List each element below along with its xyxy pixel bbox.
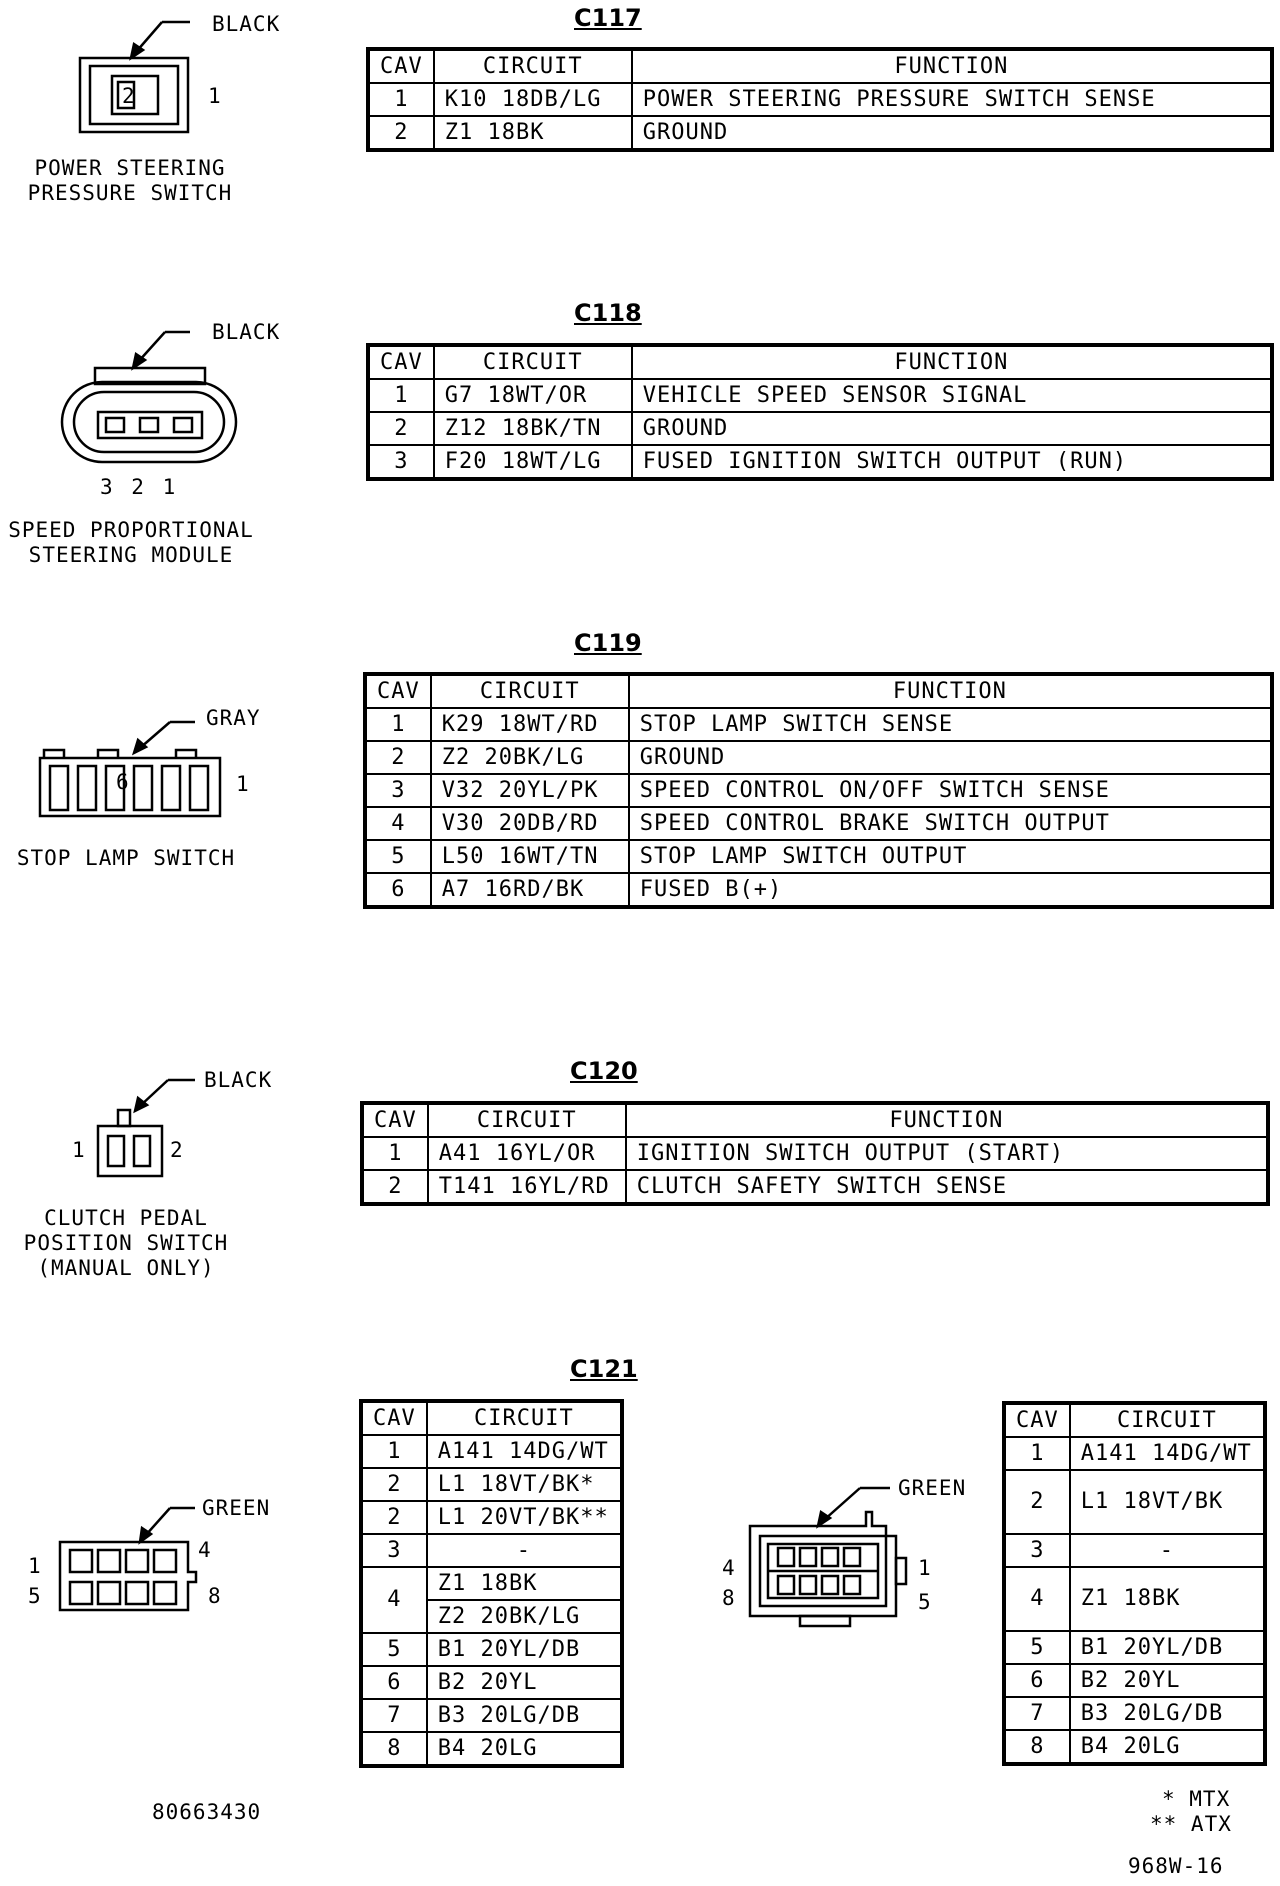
- circuit-cell: K10 18DB/LG: [434, 83, 632, 116]
- cav-cell: 2: [1004, 1470, 1070, 1534]
- table-row: [361, 1534, 622, 1567]
- cav-cell: 4: [1004, 1567, 1070, 1631]
- header-function: FUNCTION: [626, 1103, 1268, 1137]
- table-row: [361, 1633, 622, 1666]
- header-circuit: CIRCUIT: [427, 1401, 622, 1435]
- table-row: [365, 741, 1272, 774]
- circuit-cell: A41 16YL/OR: [428, 1137, 626, 1170]
- cav-cell: 7: [1004, 1697, 1070, 1730]
- circuit-cell: A7 16RD/BK: [431, 873, 629, 907]
- c117-pin-2: 2: [122, 84, 136, 108]
- table-row: [361, 1468, 622, 1501]
- cav-cell: 6: [361, 1666, 427, 1699]
- cav-cell: 7: [361, 1699, 427, 1732]
- c117-header-row: [368, 49, 1272, 83]
- function-cell: CLUTCH SAFETY SWITCH SENSE: [626, 1170, 1268, 1204]
- function-cell: POWER STEERING PRESSURE SWITCH SENSE: [632, 83, 1272, 116]
- cav-cell: 2: [368, 412, 434, 445]
- c120-title: C120: [570, 1057, 638, 1085]
- c121-left-header-row: [361, 1401, 622, 1435]
- c120-component-name-line3: (MANUAL ONLY): [37, 1256, 215, 1280]
- header-cav: CAV: [361, 1401, 427, 1435]
- cav-cell: 1: [368, 379, 434, 412]
- table-row: [368, 379, 1272, 412]
- circuit-cell: G7 18WT/OR: [434, 379, 632, 412]
- cav-cell: 5: [361, 1633, 427, 1666]
- c118-color-label: BLACK: [212, 320, 281, 344]
- circuit-cell: B2 20YL: [1070, 1664, 1265, 1697]
- c120-header-row: [362, 1103, 1268, 1137]
- c119-pin-1: 1: [236, 772, 250, 796]
- c121-right-pin-1: 1: [918, 1556, 932, 1580]
- circuit-cell: L50 16WT/TN: [431, 840, 629, 873]
- c117-pin-1: 1: [208, 84, 222, 108]
- circuit-cell: B4 20LG: [427, 1732, 622, 1766]
- note-atx: ** ATX: [1150, 1812, 1232, 1836]
- cav-cell: 1: [361, 1435, 427, 1468]
- part-number: 80663430: [152, 1800, 262, 1824]
- c121-right-table: [1002, 1401, 1267, 1766]
- header-function: FUNCTION: [632, 345, 1272, 379]
- circuit-cell: B3 20LG/DB: [427, 1699, 622, 1732]
- c119-header-row: [365, 674, 1272, 708]
- function-cell: FUSED IGNITION SWITCH OUTPUT (RUN): [632, 445, 1272, 479]
- table-row: [368, 83, 1272, 116]
- function-cell: GROUND: [629, 741, 1272, 774]
- table-row: [361, 1435, 622, 1468]
- header-circuit: CIRCUIT: [428, 1103, 626, 1137]
- cav-cell: 5: [1004, 1631, 1070, 1664]
- header-circuit: CIRCUIT: [434, 345, 632, 379]
- circuit-cell: B2 20YL: [427, 1666, 622, 1699]
- c121-left-table: [359, 1399, 624, 1768]
- table-row: [1004, 1534, 1265, 1567]
- table-row: [1004, 1437, 1265, 1470]
- cav-cell: 3: [368, 445, 434, 479]
- circuit-cell: V32 20YL/PK: [431, 774, 629, 807]
- header-circuit: CIRCUIT: [1070, 1403, 1265, 1437]
- circuit-cell: L1 20VT/BK**: [427, 1501, 622, 1534]
- c118-table: [366, 343, 1274, 481]
- header-cav: CAV: [1004, 1403, 1070, 1437]
- c117-table: [366, 47, 1274, 152]
- table-row: [365, 708, 1272, 741]
- c117-component-name-line2: PRESSURE SWITCH: [27, 181, 233, 205]
- table-row: [365, 807, 1272, 840]
- function-cell: FUSED B(+): [629, 873, 1272, 907]
- c117-title: C117: [574, 4, 642, 32]
- circuit-cell: T141 16YL/RD: [428, 1170, 626, 1204]
- table-row: [1004, 1567, 1265, 1631]
- c117-color-label: BLACK: [212, 12, 281, 36]
- cav-cell: 1: [362, 1137, 428, 1170]
- c120-table: [360, 1101, 1270, 1206]
- circuit-cell: V30 20DB/RD: [431, 807, 629, 840]
- table-row: [365, 774, 1272, 807]
- function-cell: STOP LAMP SWITCH SENSE: [629, 708, 1272, 741]
- table-row: [368, 445, 1272, 479]
- function-cell: STOP LAMP SWITCH OUTPUT: [629, 840, 1272, 873]
- function-cell: GROUND: [632, 412, 1272, 445]
- c119-table: [363, 672, 1274, 909]
- cav-cell: 8: [361, 1732, 427, 1766]
- c118-component-name-line1: SPEED PROPORTIONAL: [8, 518, 254, 542]
- function-cell: SPEED CONTROL ON/OFF SWITCH SENSE: [629, 774, 1272, 807]
- table-row: [1004, 1631, 1265, 1664]
- cav-cell: 8: [1004, 1730, 1070, 1764]
- c121-left-color-label: GREEN: [202, 1496, 271, 1520]
- c120-component-name-line1: CLUTCH PEDAL: [44, 1206, 208, 1230]
- table-row: [368, 412, 1272, 445]
- header-cav: CAV: [365, 674, 431, 708]
- circuit-cell: B4 20LG: [1070, 1730, 1265, 1764]
- function-cell: GROUND: [632, 116, 1272, 150]
- c117-component-name-line1: POWER STEERING: [34, 156, 226, 180]
- header-function: FUNCTION: [629, 674, 1272, 708]
- c121-right-pin-8: 8: [722, 1586, 736, 1610]
- table-row: [361, 1666, 622, 1699]
- c119-title: C119: [574, 629, 642, 657]
- table-row: [365, 840, 1272, 873]
- c118-header-row: [368, 345, 1272, 379]
- table-row: [1004, 1664, 1265, 1697]
- circuit-cell: B1 20YL/DB: [427, 1633, 622, 1666]
- circuit-cell: A141 14DG/WT: [427, 1435, 622, 1468]
- cav-cell: 4: [365, 807, 431, 840]
- cav-cell: 1: [365, 708, 431, 741]
- function-cell: VEHICLE SPEED SENSOR SIGNAL: [632, 379, 1272, 412]
- header-cav: CAV: [368, 345, 434, 379]
- c121-right-header-row: [1004, 1403, 1265, 1437]
- c119-pin-6: 6: [116, 770, 130, 794]
- circuit-cell: -: [1070, 1534, 1265, 1567]
- figure-id: 968W-16: [1128, 1854, 1224, 1878]
- c120-pin-1: 1: [72, 1138, 86, 1162]
- circuit-cell: L1 18VT/BK: [1070, 1470, 1265, 1534]
- header-function: FUNCTION: [632, 49, 1272, 83]
- table-row: [362, 1170, 1268, 1204]
- c120-color-label: BLACK: [204, 1068, 273, 1092]
- table-row: [362, 1137, 1268, 1170]
- cav-cell: 3: [365, 774, 431, 807]
- c120-component-name-line2: POSITION SWITCH: [23, 1231, 229, 1255]
- table-row: [1004, 1730, 1265, 1764]
- circuit-cell: Z2 20BK/LG: [427, 1600, 622, 1633]
- cav-cell: 1: [368, 83, 434, 116]
- c119-color-label: GRAY: [206, 706, 261, 730]
- cav-cell: 3: [361, 1534, 427, 1567]
- header-circuit: CIRCUIT: [431, 674, 629, 708]
- function-cell: IGNITION SWITCH OUTPUT (START): [626, 1137, 1268, 1170]
- circuit-cell: K29 18WT/RD: [431, 708, 629, 741]
- function-cell: SPEED CONTROL BRAKE SWITCH OUTPUT: [629, 807, 1272, 840]
- cav-cell: 2: [361, 1501, 427, 1534]
- c121-right-pin-5: 5: [918, 1590, 932, 1614]
- c118-pin-labels: 3 2 1: [100, 475, 179, 499]
- c121-right-color-label: GREEN: [898, 1476, 967, 1500]
- table-row: [361, 1732, 622, 1766]
- circuit-cell: Z12 18BK/TN: [434, 412, 632, 445]
- circuit-cell: F20 18WT/LG: [434, 445, 632, 479]
- c119-component-name: STOP LAMP SWITCH: [16, 846, 236, 870]
- cav-cell: 2: [365, 741, 431, 774]
- circuit-cell: A141 14DG/WT: [1070, 1437, 1265, 1470]
- cav-cell: 3: [1004, 1534, 1070, 1567]
- c121-left-pin-1: 1: [28, 1554, 42, 1578]
- cav-cell: 2: [368, 116, 434, 150]
- c118-title: C118: [574, 299, 642, 327]
- cav-cell: 4: [361, 1567, 427, 1633]
- cav-cell: 6: [1004, 1664, 1070, 1697]
- c121-left-pin-8: 8: [208, 1584, 222, 1608]
- table-row: [1004, 1697, 1265, 1730]
- table-row: [361, 1567, 622, 1600]
- note-mtx: * MTX: [1162, 1787, 1231, 1811]
- c121-left-pin-4: 4: [198, 1538, 212, 1562]
- c121-left-pin-5: 5: [28, 1584, 42, 1608]
- c121-title: C121: [570, 1355, 638, 1383]
- header-cav: CAV: [362, 1103, 428, 1137]
- header-circuit: CIRCUIT: [434, 49, 632, 83]
- circuit-cell: Z2 20BK/LG: [431, 741, 629, 774]
- circuit-cell: Z1 18BK: [427, 1567, 622, 1600]
- cav-cell: 2: [362, 1170, 428, 1204]
- circuit-cell: B3 20LG/DB: [1070, 1697, 1265, 1730]
- circuit-cell: -: [427, 1534, 622, 1567]
- circuit-cell: Z1 18BK: [1070, 1567, 1265, 1631]
- circuit-cell: L1 18VT/BK*: [427, 1468, 622, 1501]
- c120-pin-2: 2: [170, 1138, 184, 1162]
- c121-right-pin-4: 4: [722, 1556, 736, 1580]
- cav-cell: 5: [365, 840, 431, 873]
- circuit-cell: B1 20YL/DB: [1070, 1631, 1265, 1664]
- table-row: [361, 1501, 622, 1534]
- c118-component-name-line2: STEERING MODULE: [28, 543, 234, 567]
- table-row: [368, 116, 1272, 150]
- table-row: [361, 1699, 622, 1732]
- header-cav: CAV: [368, 49, 434, 83]
- cav-cell: 1: [1004, 1437, 1070, 1470]
- cav-cell: 2: [361, 1468, 427, 1501]
- table-row: [365, 873, 1272, 907]
- cav-cell: 6: [365, 873, 431, 907]
- circuit-cell: Z1 18BK: [434, 116, 632, 150]
- table-row: [1004, 1470, 1265, 1534]
